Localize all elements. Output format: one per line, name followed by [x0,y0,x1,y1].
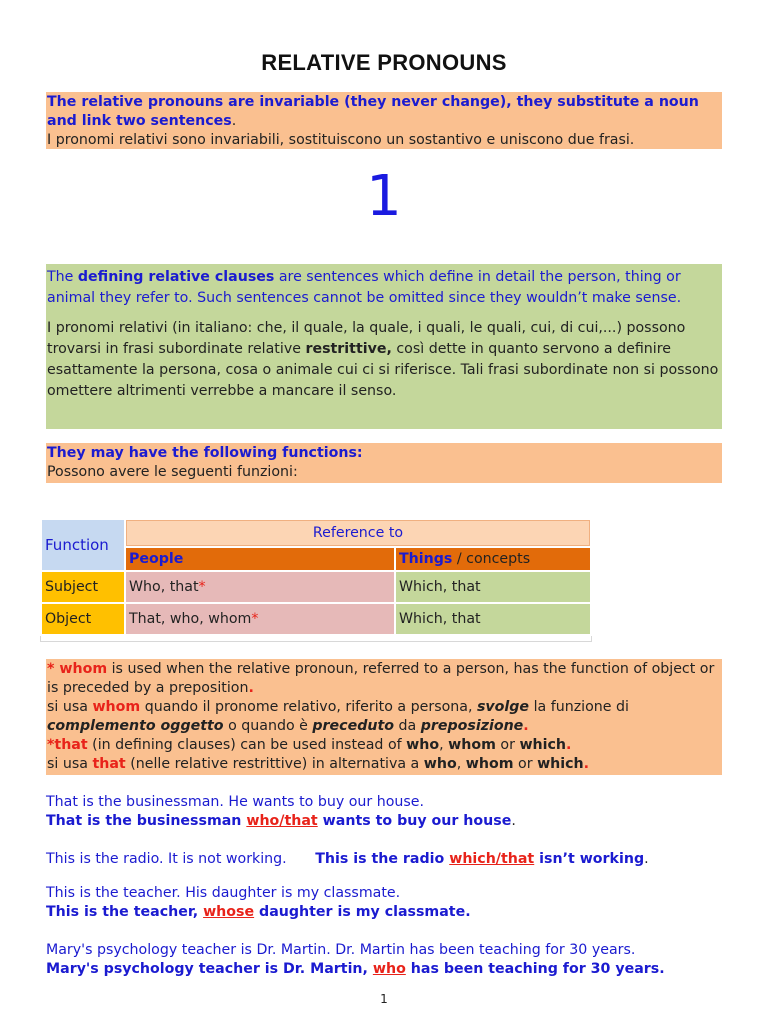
example-1-a: That is the businessman [46,813,247,829]
header-people: People [126,548,394,570]
example-1-b: wants to buy our house [317,813,512,829]
header-concepts-label: / concepts [452,551,531,567]
note-text: la funzione di [529,699,629,715]
note-who: who [406,737,440,753]
intro-box [46,92,722,149]
note-text: quando il pronome relativo, riferito a persona, [140,699,477,715]
section-number: 1 [366,164,402,229]
row-label-object: Object [42,604,124,634]
example-2-relative: which/that [449,851,535,867]
defining-en-a: The [47,269,78,285]
note-whom-text: is used when the relative pronoun, referred to a person, has the function of object or is preceded by a preposition [47,661,715,696]
functions-box [46,443,722,483]
header-things [396,548,590,570]
note-that-it [47,755,721,774]
example-4-plain: Mary's psychology teacher is Dr. Martin. Dr. Martin has been teaching for 30 years. [46,942,636,958]
notes-box [46,659,722,775]
asterisk-mark: * [198,579,206,595]
defining-it-c: così dette in quanto servono a definire esattamente la persona, cosa o animale cui ci si riferisce. Tali frasi subordinate non si possono omettere altrimenti verrebbe a mancare il senso. [47,341,719,399]
example-3-b: daughter is my classmate. [254,904,471,920]
note-whom-star: * whom [47,661,108,677]
intro-en-period: . [231,113,237,129]
example-3-relative: whose [203,904,255,920]
table-row [42,572,590,602]
example-1-plain: That is the businessman. He wants to buy our house. [46,794,425,810]
example-1 [46,793,516,831]
defining-en [47,267,721,309]
note-text: si usa [47,756,93,772]
note-whom-word: whom [92,699,141,715]
example-4 [46,941,665,979]
page-number: 1 [380,992,388,1006]
example-4-relative: who [372,961,406,977]
note-which: which [537,756,584,772]
note-dot: . [248,680,254,696]
example-2 [46,850,649,869]
note-which: which [519,737,567,753]
note-that-star: *that [47,737,88,753]
note-dot: . [583,756,590,772]
example-2-a: This is the radio [315,851,450,867]
example-2-end: . [644,851,649,867]
asterisk-mark: * [251,611,259,627]
example-2-b: isn’t working [534,851,645,867]
example-4-a: Mary's psychology teacher is Dr. Martin, [46,961,373,977]
note-preceduto: preceduto [312,718,394,734]
example-1-end: . [511,813,516,829]
note-complemento: complemento oggetto [47,718,224,734]
header-things-label: Things [399,551,453,567]
cell-text: That, who, whom [129,611,252,627]
example-3-a: This is the teacher, [46,904,204,920]
note-preposizione: preposizione [420,718,524,734]
header-reference-to: Reference to [126,520,590,546]
defining-it [47,318,721,402]
note-text: si usa [47,699,93,715]
row-subject-people [126,572,394,602]
defining-term: defining relative clauses [77,269,275,285]
row-object-people [126,604,394,634]
table-row [42,604,590,634]
note-text: (nelle relative restrittive) in alternativa a [125,756,424,772]
intro-it: I pronomi relativi sono invariabili, sostituiscono un sostantivo e uniscono due frasi. [47,132,635,148]
note-text: o quando è [223,718,313,734]
functions-it: Possono avere le seguenti funzioni: [47,464,298,480]
note-text: , [456,756,466,772]
functions-en: They may have the following functions: [47,445,363,461]
cell-text: Who, that [129,579,199,595]
note-whom: whom [465,756,514,772]
note-svolge: svolge [476,699,530,715]
row-label-subject: Subject [42,572,124,602]
example-3 [46,884,471,922]
note-dot: . [523,718,529,734]
note-text: , [439,737,449,753]
defining-en-c: are sentences which define in detail the person, thing or animal they refer to. Such sentences cannot be omitted since they wouldn’t make sense. [47,269,682,306]
example-2-plain: This is the radio. It is not working. [46,851,287,867]
example-3-plain: This is the teacher. His daughter is my classmate. [46,885,401,901]
note-whom-it [47,698,721,736]
note-whom-en [47,660,721,698]
note-that-en [47,736,721,755]
note-text: (in defining clauses) can be used instead of [87,737,407,753]
note-who: who [423,756,457,772]
relative-pronoun-table [40,518,592,636]
page-title: RELATIVE PRONOUNS [261,50,507,75]
note-text: or [495,737,520,753]
example-4-b: has been teaching for 30 years. [405,961,665,977]
note-dot: . [566,737,572,753]
note-text: da [393,718,421,734]
row-subject-things: Which, that [396,572,590,602]
row-object-things: Which, that [396,604,590,634]
defining-box [46,264,722,429]
note-whom: whom [448,737,496,753]
defining-it-restrittive: restrittive, [305,341,392,357]
defining-it-a: I pronomi relativi (in italiano: che, il quale, la quale, i quali, le quali, cui, di cui,...) possono trovarsi in frasi subordinate relative [47,320,686,357]
example-1-relative: who/that [246,813,318,829]
note-that-word: that [92,756,126,772]
intro-en: The relative pronouns are invariable (they never change), they substitute a noun and link two sentences [47,94,699,129]
header-function: Function [42,520,124,570]
note-text: or [513,756,538,772]
